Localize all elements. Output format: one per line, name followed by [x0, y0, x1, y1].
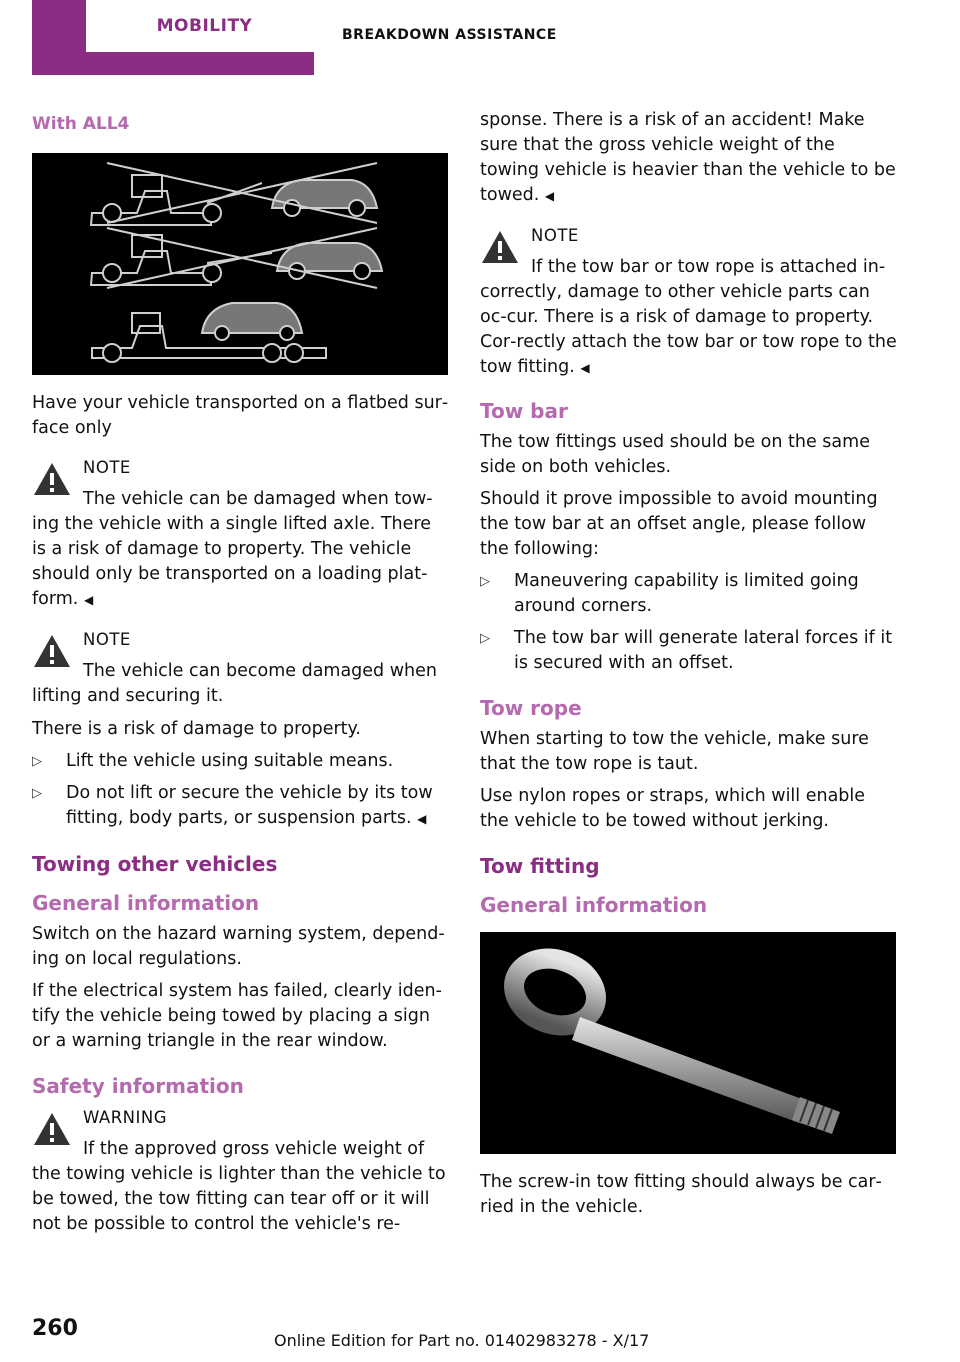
- list-item: ▷ Maneuvering capability is limited going around corners.: [480, 571, 859, 616]
- warning-continued: sponse. There is a risk of an accident! Make sure that the gross vehicle weight of the towing vehicle is heavier than the vehicle to be towed.: [480, 110, 896, 205]
- screw-in-text: The screw-in tow fitting should always be car‐ried in the vehicle.: [480, 1172, 882, 1217]
- bullet-arrow-icon: ▷: [32, 786, 42, 801]
- heading-tow-bar: Tow bar: [480, 399, 568, 423]
- towbar-list: [480, 569, 898, 676]
- left-column: [32, 108, 450, 1245]
- list-item: ▷ The tow bar will generate lateral forces if it is secured with an offset.: [480, 628, 893, 673]
- towrope-text-2: Use nylon ropes or straps, which will enable the vehicle to be towed without jerking.: [480, 786, 866, 831]
- warning-title: WARNING: [83, 1108, 168, 1127]
- bullet-arrow-icon: ▷: [32, 754, 42, 769]
- flatbed-text: Have your vehicle transported on a flatbed sur‐face only: [32, 393, 449, 438]
- heading-towing-other-vehicles: Towing other vehicles: [32, 852, 278, 876]
- heading-tow-fitting: Tow fitting: [480, 854, 600, 878]
- page-number: 260: [32, 1316, 78, 1341]
- tow-fitting-illustration: [480, 932, 896, 1154]
- note-title: NOTE: [83, 458, 131, 477]
- general-text-2: If the electrical system has failed, clearly iden‐tify the vehicle being towed by placing a sign or a warning triangle in the rear window.: [32, 981, 442, 1051]
- end-mark-icon: ◀: [580, 361, 590, 375]
- note-title: NOTE: [531, 226, 579, 245]
- heading-with-all4: With ALL4: [32, 114, 130, 134]
- lifting-list: [32, 749, 450, 832]
- warning-triangle-icon: [480, 229, 520, 265]
- note-title: NOTE: [83, 630, 131, 649]
- bullet-arrow-icon: ▷: [480, 631, 490, 646]
- edition-footer: Online Edition for Part no. 01402983278 - X/17: [274, 1331, 650, 1350]
- note-body: The vehicle can become damaged when lifting and securing it.: [32, 661, 437, 706]
- section-title: BREAKDOWN ASSISTANCE: [342, 27, 557, 43]
- note-lifting: [32, 629, 450, 709]
- list-item: ▷ Lift the vehicle using suitable means.: [32, 749, 450, 774]
- bullet-arrow-icon: ▷: [480, 574, 490, 589]
- end-mark-icon: ◀: [544, 189, 555, 203]
- warning-body: If the approved gross vehicle weight of the towing vehicle is lighter than the vehicle to be towed, the tow fitting can tear off or it will not be possible to control the vehicle's re‐: [32, 1139, 446, 1234]
- towbar-text-2: Should it prove impossible to avoid mounting the tow bar at an offset angle, please follow the following:: [480, 489, 878, 559]
- right-column: [480, 108, 898, 1227]
- chapter-tab: [32, 0, 314, 75]
- warning-gross-weight: [32, 1107, 450, 1237]
- heading-general-information-2: General information: [480, 893, 708, 917]
- towrope-text-1: When starting to tow the vehicle, make sure that the tow rope is taut.: [480, 729, 869, 774]
- note-body: If the tow bar or tow rope is attached in‐correctly, damage to other vehicle parts can oc‐cur. There is a risk of damage to property. Cor‐rectly attach the tow bar or tow rope to the tow fitting.: [480, 257, 897, 377]
- note-tow-bar-attach: [480, 225, 898, 381]
- warning-triangle-icon: [32, 1111, 72, 1147]
- warning-triangle-icon: [32, 633, 72, 669]
- towing-methods-illustration: [32, 153, 448, 375]
- risk-text: There is a risk of damage to property.: [32, 719, 361, 739]
- heading-tow-rope: Tow rope: [480, 696, 582, 720]
- heading-general-information: General information: [32, 891, 260, 915]
- heading-safety-information: Safety information: [32, 1074, 244, 1098]
- tow-hook-image: [480, 932, 896, 1154]
- end-mark-icon: ◀: [83, 593, 94, 607]
- tow-trucks-image: [32, 153, 448, 375]
- towbar-text-1: The tow fittings used should be on the same side on both vehicles.: [480, 432, 870, 477]
- note-single-axle: [32, 457, 450, 613]
- list-item: ▷ Do not lift or secure the vehicle by its tow fitting, body parts, or suspension parts. ◀: [32, 783, 433, 828]
- note-body: The vehicle can be damaged when tow‐ing the vehicle with a single lifted axle. There is a risk of damage to property. The vehicle should only be transported on a loading plat‐form.: [32, 489, 433, 609]
- chapter-tab-label: MOBILITY: [86, 0, 323, 52]
- general-text-1: Switch on the hazard warning system, depend‐ing on local regulations.: [32, 924, 445, 969]
- end-mark-icon: ◀: [417, 812, 427, 826]
- warning-triangle-icon: [32, 461, 72, 497]
